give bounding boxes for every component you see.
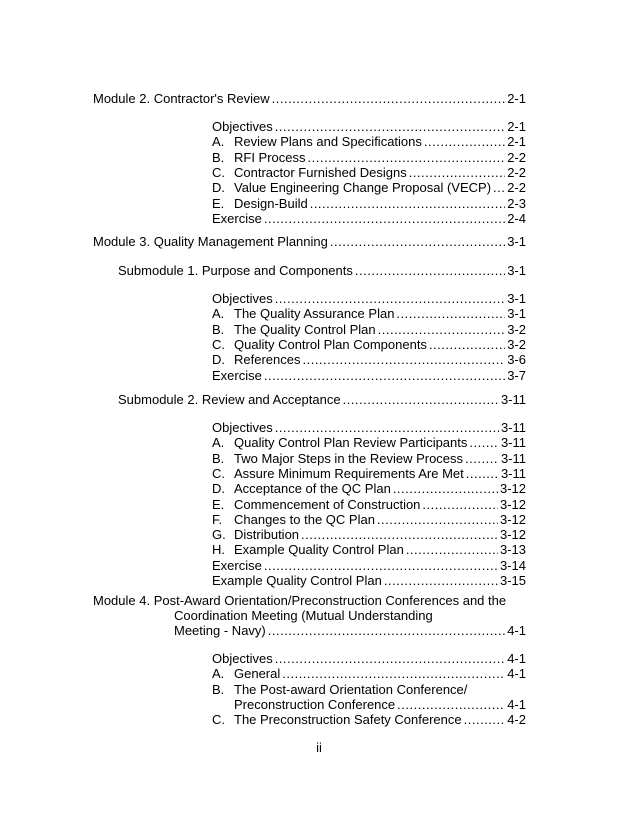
toc-entry-text: Quality Control Plan Components <box>234 336 427 352</box>
toc-page-number: 3-11 <box>500 392 526 407</box>
toc-page-number: 3-11 <box>500 465 526 481</box>
toc-page-number: 4-1 <box>507 696 526 712</box>
toc-label <box>212 666 280 682</box>
toc-entry-letter: E. <box>212 195 225 211</box>
toc-entry[interactable] <box>212 466 526 482</box>
toc-entry[interactable] <box>212 150 526 166</box>
toc-entry-letter: H. <box>212 542 225 558</box>
toc-entry[interactable] <box>212 119 526 135</box>
toc-entry-letter: A. <box>212 435 225 451</box>
toc-entry-text: Quality Control Plan Review Participants <box>234 435 468 451</box>
toc-leader <box>422 497 498 513</box>
toc-leader <box>409 165 506 181</box>
toc-page-number: 3-12 <box>499 527 526 543</box>
toc-entry-text: Example Quality Control Plan <box>212 573 382 588</box>
toc-entry-letter: A. <box>212 306 225 322</box>
toc-entry-text: Objectives <box>212 119 273 134</box>
toc-entry-text: Value Engineering Change Proposal (VECP) <box>234 180 492 196</box>
toc-entry[interactable] <box>212 165 526 181</box>
toc-label <box>212 165 407 181</box>
toc-entry-text: The Quality Assurance Plan <box>234 306 395 322</box>
toc-entry-letter: D. <box>212 180 225 196</box>
toc-label <box>212 651 273 667</box>
toc-leader <box>301 527 498 543</box>
toc-entry-letter: C. <box>212 164 225 180</box>
toc-label: Submodule 1. Purpose and Components <box>118 263 353 278</box>
toc-entry[interactable] <box>212 542 526 558</box>
toc-leader <box>268 623 505 639</box>
toc-entry-text: Assure Minimum Requirements Are Met <box>234 465 464 481</box>
toc-page-number: 2-2 <box>507 164 526 180</box>
toc-module-4[interactable] <box>174 623 526 639</box>
toc-entry[interactable] <box>212 682 467 698</box>
toc-label <box>212 134 422 150</box>
toc-label <box>212 352 300 368</box>
toc-entry-text: The Post-award Orientation Conference/ <box>234 681 468 697</box>
toc-entry-text: The Preconstruction Safety Conference <box>234 712 462 728</box>
toc-entry[interactable] <box>212 527 526 543</box>
toc-page-number: 2-1 <box>507 119 526 134</box>
toc-entry[interactable] <box>212 697 526 713</box>
toc-leader <box>469 435 499 451</box>
toc-label <box>212 682 467 697</box>
toc-entry-letter: B. <box>212 321 225 337</box>
toc-entry-text: Exercise <box>212 367 262 383</box>
page-footer-number: ii <box>316 740 322 755</box>
toc-submodule-1[interactable] <box>118 263 526 279</box>
toc-entry[interactable] <box>212 337 526 353</box>
toc-entry-letter: C. <box>212 465 225 481</box>
toc-entry-text: Example Quality Control Plan <box>234 542 404 558</box>
toc-entry-letter: A. <box>212 666 225 682</box>
toc-leader <box>393 481 498 497</box>
toc-entry[interactable] <box>212 306 526 322</box>
toc-page-number: 3-1 <box>507 234 526 249</box>
toc-label: Submodule 2. Review and Acceptance <box>118 392 341 407</box>
toc-entry-letter: E. <box>212 496 225 512</box>
toc-label <box>212 420 273 436</box>
toc-entry[interactable] <box>212 451 526 467</box>
toc-page-number: 4-1 <box>507 666 526 682</box>
toc-label <box>212 497 420 513</box>
toc-entry-letter: D. <box>212 481 225 497</box>
toc-entry-text: Contractor Furnished Designs <box>234 164 407 180</box>
toc-leader <box>308 150 506 166</box>
toc-label <box>212 306 394 322</box>
toc-label <box>212 527 299 543</box>
toc-label: Meeting - Navy) <box>174 623 266 638</box>
toc-page-number: 3-1 <box>507 291 526 306</box>
toc-entry-letter: C. <box>212 712 225 728</box>
toc-leader <box>465 451 499 467</box>
toc-entry[interactable] <box>212 481 526 497</box>
toc-entry[interactable] <box>212 512 526 528</box>
toc-label <box>212 337 427 353</box>
toc-entry-text: Commencement of Construction <box>234 496 421 512</box>
toc-entry-letter: C. <box>212 336 225 352</box>
toc-entry[interactable] <box>212 435 526 451</box>
toc-entry-letter: D. <box>212 352 225 368</box>
toc-entry-text: Objectives <box>212 291 273 306</box>
toc-page-number: 2-3 <box>507 195 526 211</box>
toc-page-number: 4-1 <box>507 623 526 638</box>
toc-entry-text: Acceptance of the QC Plan <box>234 481 391 497</box>
toc-page-number: 3-11 <box>500 450 526 466</box>
toc-leader <box>275 119 506 135</box>
toc-leader <box>397 697 505 713</box>
toc-entry[interactable] <box>212 712 526 728</box>
toc-leader <box>378 322 506 338</box>
toc-label <box>212 291 273 307</box>
toc-page-number: 3-14 <box>499 557 526 573</box>
toc-page-number: 3-11 <box>500 420 526 435</box>
toc-label: Module 2. Contractor's Review <box>93 91 270 106</box>
toc-entry[interactable] <box>212 196 526 212</box>
toc-label <box>212 542 404 558</box>
toc-label <box>212 211 262 227</box>
toc-leader <box>377 512 498 528</box>
toc-label: Module 3. Quality Management Planning <box>93 234 328 249</box>
toc-page-number: 2-4 <box>507 210 526 226</box>
toc-label <box>212 322 376 338</box>
toc-leader <box>424 134 505 150</box>
toc-page-number: 3-15 <box>499 573 526 588</box>
toc-entry-text: RFI Process <box>234 149 306 165</box>
toc-entry-text: Distribution <box>234 527 300 543</box>
toc-page-number: 3-7 <box>507 367 526 383</box>
toc-label <box>212 573 382 589</box>
toc-module-4-heading-line1[interactable]: Module 4. Post-Award Orientation/Preconstruction Conferences and the <box>93 593 507 608</box>
toc-entry[interactable] <box>212 180 526 196</box>
toc-leader <box>310 196 506 212</box>
toc-entry[interactable] <box>212 666 526 682</box>
toc-module-3[interactable] <box>93 234 526 250</box>
toc-leader <box>355 263 505 279</box>
toc-entry-text: Exercise <box>212 557 262 573</box>
toc-entry-letter: B. <box>212 681 225 697</box>
toc-leader <box>264 558 498 574</box>
toc-entry[interactable] <box>212 291 526 307</box>
toc-leader <box>466 466 499 482</box>
toc-module-4-heading-line2[interactable]: Coordination Meeting (Mutual Understanding <box>174 608 433 623</box>
toc-entry-text: References <box>234 352 301 368</box>
toc-page-number: 2-1 <box>507 134 526 150</box>
toc-label <box>212 558 262 574</box>
toc-label <box>212 435 467 451</box>
toc-entry-text: Design-Build <box>234 195 308 211</box>
toc-leader <box>396 306 505 322</box>
toc-label <box>212 180 491 196</box>
toc-leader <box>330 234 505 250</box>
toc-label <box>212 451 463 467</box>
toc-entry-text: The Quality Control Plan <box>234 321 376 337</box>
toc-entry[interactable] <box>212 134 526 150</box>
toc-leader <box>464 712 506 728</box>
toc-entry[interactable] <box>212 322 526 338</box>
toc-entry-text: Exercise <box>212 210 262 226</box>
toc-page-number: 3-1 <box>507 306 526 322</box>
toc-entry[interactable] <box>212 352 526 368</box>
toc-page-number: 4-2 <box>507 712 526 728</box>
toc-label <box>212 368 262 384</box>
toc-leader <box>406 542 498 558</box>
toc-leader <box>275 420 499 436</box>
toc-page-number: 3-13 <box>499 542 526 558</box>
toc-page-number: 3-2 <box>507 321 526 337</box>
toc-entry-text: Preconstruction Conference <box>234 696 396 712</box>
toc-label <box>212 196 308 212</box>
toc-entry-text: Objectives <box>212 420 273 435</box>
toc-label <box>212 119 273 135</box>
toc-page-number: 2-2 <box>507 149 526 165</box>
toc-entry-letter: B. <box>212 149 225 165</box>
toc-leader <box>275 651 506 667</box>
toc-leader <box>302 352 505 368</box>
toc-entry[interactable] <box>212 497 526 513</box>
toc-leader <box>282 666 505 682</box>
toc-entry-text: Review Plans and Specifications <box>234 134 422 150</box>
toc-entry[interactable] <box>212 211 526 227</box>
toc-entry-letter: A. <box>212 134 225 150</box>
toc-label <box>212 466 464 482</box>
toc-label <box>212 481 391 497</box>
toc-page-number: 3-2 <box>507 336 526 352</box>
toc-entry[interactable] <box>212 558 526 574</box>
toc-entry-letter: G. <box>212 527 226 543</box>
toc-entry-text: Two Major Steps in the Review Process <box>234 450 464 466</box>
toc-entry-text: Objectives <box>212 651 273 666</box>
toc-page-number: 3-12 <box>499 481 526 497</box>
toc-module-2[interactable] <box>93 91 526 107</box>
toc-leader <box>272 91 506 107</box>
toc-entry-text: Changes to the QC Plan <box>234 511 375 527</box>
toc-entry-letter: B. <box>212 450 225 466</box>
toc-entry-text: General <box>234 666 281 682</box>
toc-entry-letter: F. <box>212 511 223 527</box>
toc-leader <box>264 368 505 384</box>
toc-page-number: 3-12 <box>499 511 526 527</box>
toc-label <box>212 712 462 728</box>
toc-page-number: 2-2 <box>507 180 526 196</box>
toc-page-number: 3-6 <box>507 352 526 368</box>
toc-page-number: 4-1 <box>507 651 526 666</box>
toc-entry[interactable] <box>212 368 526 384</box>
toc-entry[interactable] <box>212 651 526 667</box>
toc-leader <box>384 573 498 589</box>
toc-label <box>212 512 375 528</box>
toc-leader <box>275 291 506 307</box>
toc-leader <box>493 180 505 196</box>
toc-submodule-2[interactable] <box>118 392 526 408</box>
toc-entry[interactable] <box>212 573 526 589</box>
toc-page-number: 3-12 <box>499 496 526 512</box>
toc-leader <box>343 392 499 408</box>
toc-leader <box>429 337 505 353</box>
toc-leader <box>264 211 505 227</box>
toc-page-number: 3-1 <box>507 263 526 278</box>
toc-page-number: 2-1 <box>507 91 526 106</box>
toc-label <box>212 697 395 713</box>
toc-label <box>212 150 306 166</box>
toc-page-number: 3-11 <box>500 435 526 451</box>
toc-entry[interactable] <box>212 420 526 436</box>
